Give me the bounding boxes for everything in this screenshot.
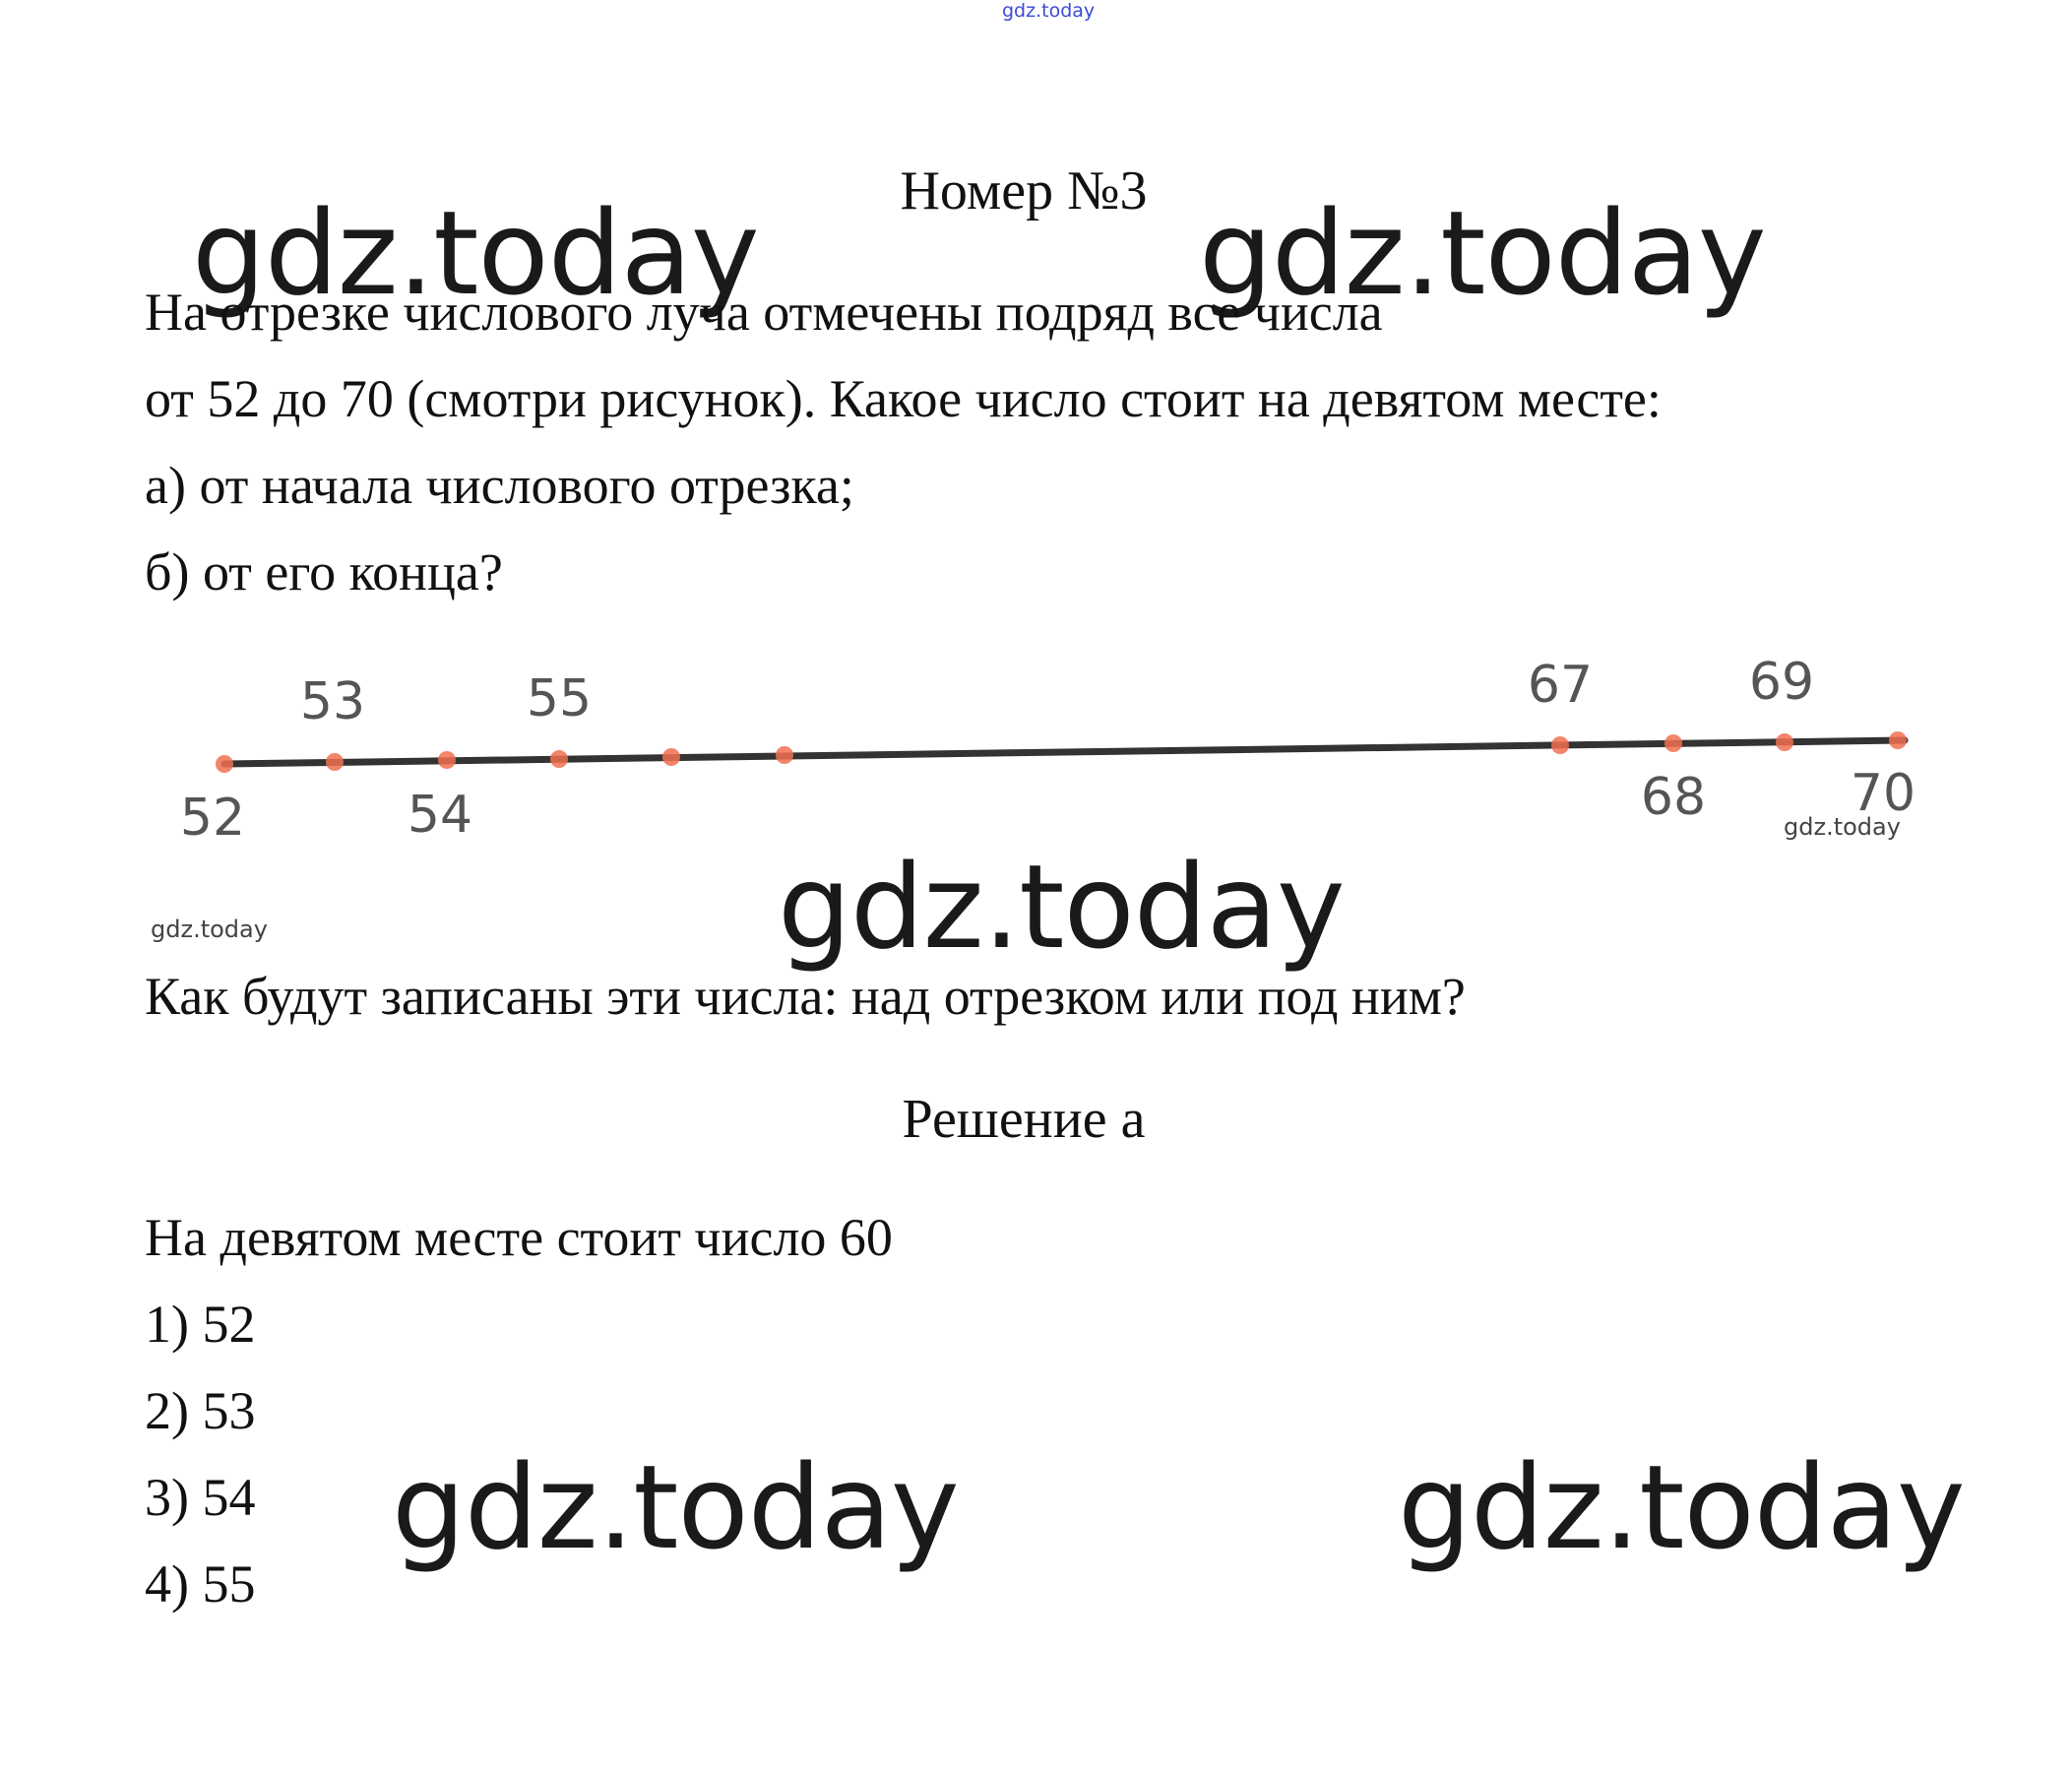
solution-step-4: 4) 55: [145, 1554, 256, 1614]
watermark-small-right: gdz.today: [1784, 813, 1901, 841]
ray-point-5: [776, 746, 793, 764]
label-above-1: 55: [526, 669, 593, 728]
watermark-small-left: gdz.today: [151, 916, 268, 943]
watermark-top-left: gdz.today: [192, 185, 759, 321]
ray-point-3: [550, 750, 568, 768]
ray-point-6: [1551, 736, 1569, 754]
problem-line-4: б) от его конца?: [145, 542, 503, 602]
page-title: Номер №3: [900, 160, 1148, 222]
label-below-2: 68: [1640, 768, 1707, 827]
watermark-middle: gdz.today: [778, 839, 1345, 975]
label-below-0: 52: [179, 789, 246, 848]
ray-point-4: [662, 748, 680, 766]
question-line: Как будут записаны эти числа: над отрезком или под ним?: [145, 967, 1466, 1026]
label-above-3: 69: [1748, 653, 1815, 712]
ray-point-9: [1889, 731, 1907, 749]
number-ray-figure: [0, 0, 2072, 886]
problem-line-2: от 52 до 70 (смотри рисунок). Какое число стоит на девятом месте:: [145, 369, 1662, 428]
label-below-3: 70: [1850, 764, 1916, 823]
ray-point-0: [216, 755, 233, 773]
header-watermark: gdz.today: [1002, 0, 1096, 22]
solution-step-2: 2) 53: [145, 1381, 256, 1440]
number-ray-segment: [224, 740, 1905, 764]
solution-step-3: 3) 54: [145, 1468, 256, 1527]
problem-line-1: На отрезке числового луча отмечены подряд все числа: [145, 283, 1383, 342]
ray-point-2: [438, 751, 456, 769]
watermark-bottom-left: gdz.today: [392, 1439, 959, 1575]
ray-point-1: [326, 753, 344, 771]
solution-step-1: 1) 52: [145, 1295, 256, 1354]
watermark-top-right: gdz.today: [1199, 185, 1766, 321]
solution-title: Решение а: [902, 1089, 1146, 1150]
watermark-bottom-right: gdz.today: [1398, 1439, 1965, 1575]
ray-point-7: [1664, 734, 1682, 752]
problem-line-3: а) от начала числового отрезка;: [145, 456, 854, 515]
label-below-1: 54: [407, 786, 473, 845]
ray-point-8: [1776, 733, 1793, 751]
label-above-2: 67: [1527, 656, 1594, 715]
solution-answer: На девятом месте стоит число 60: [145, 1208, 893, 1267]
label-above-0: 53: [299, 672, 366, 731]
